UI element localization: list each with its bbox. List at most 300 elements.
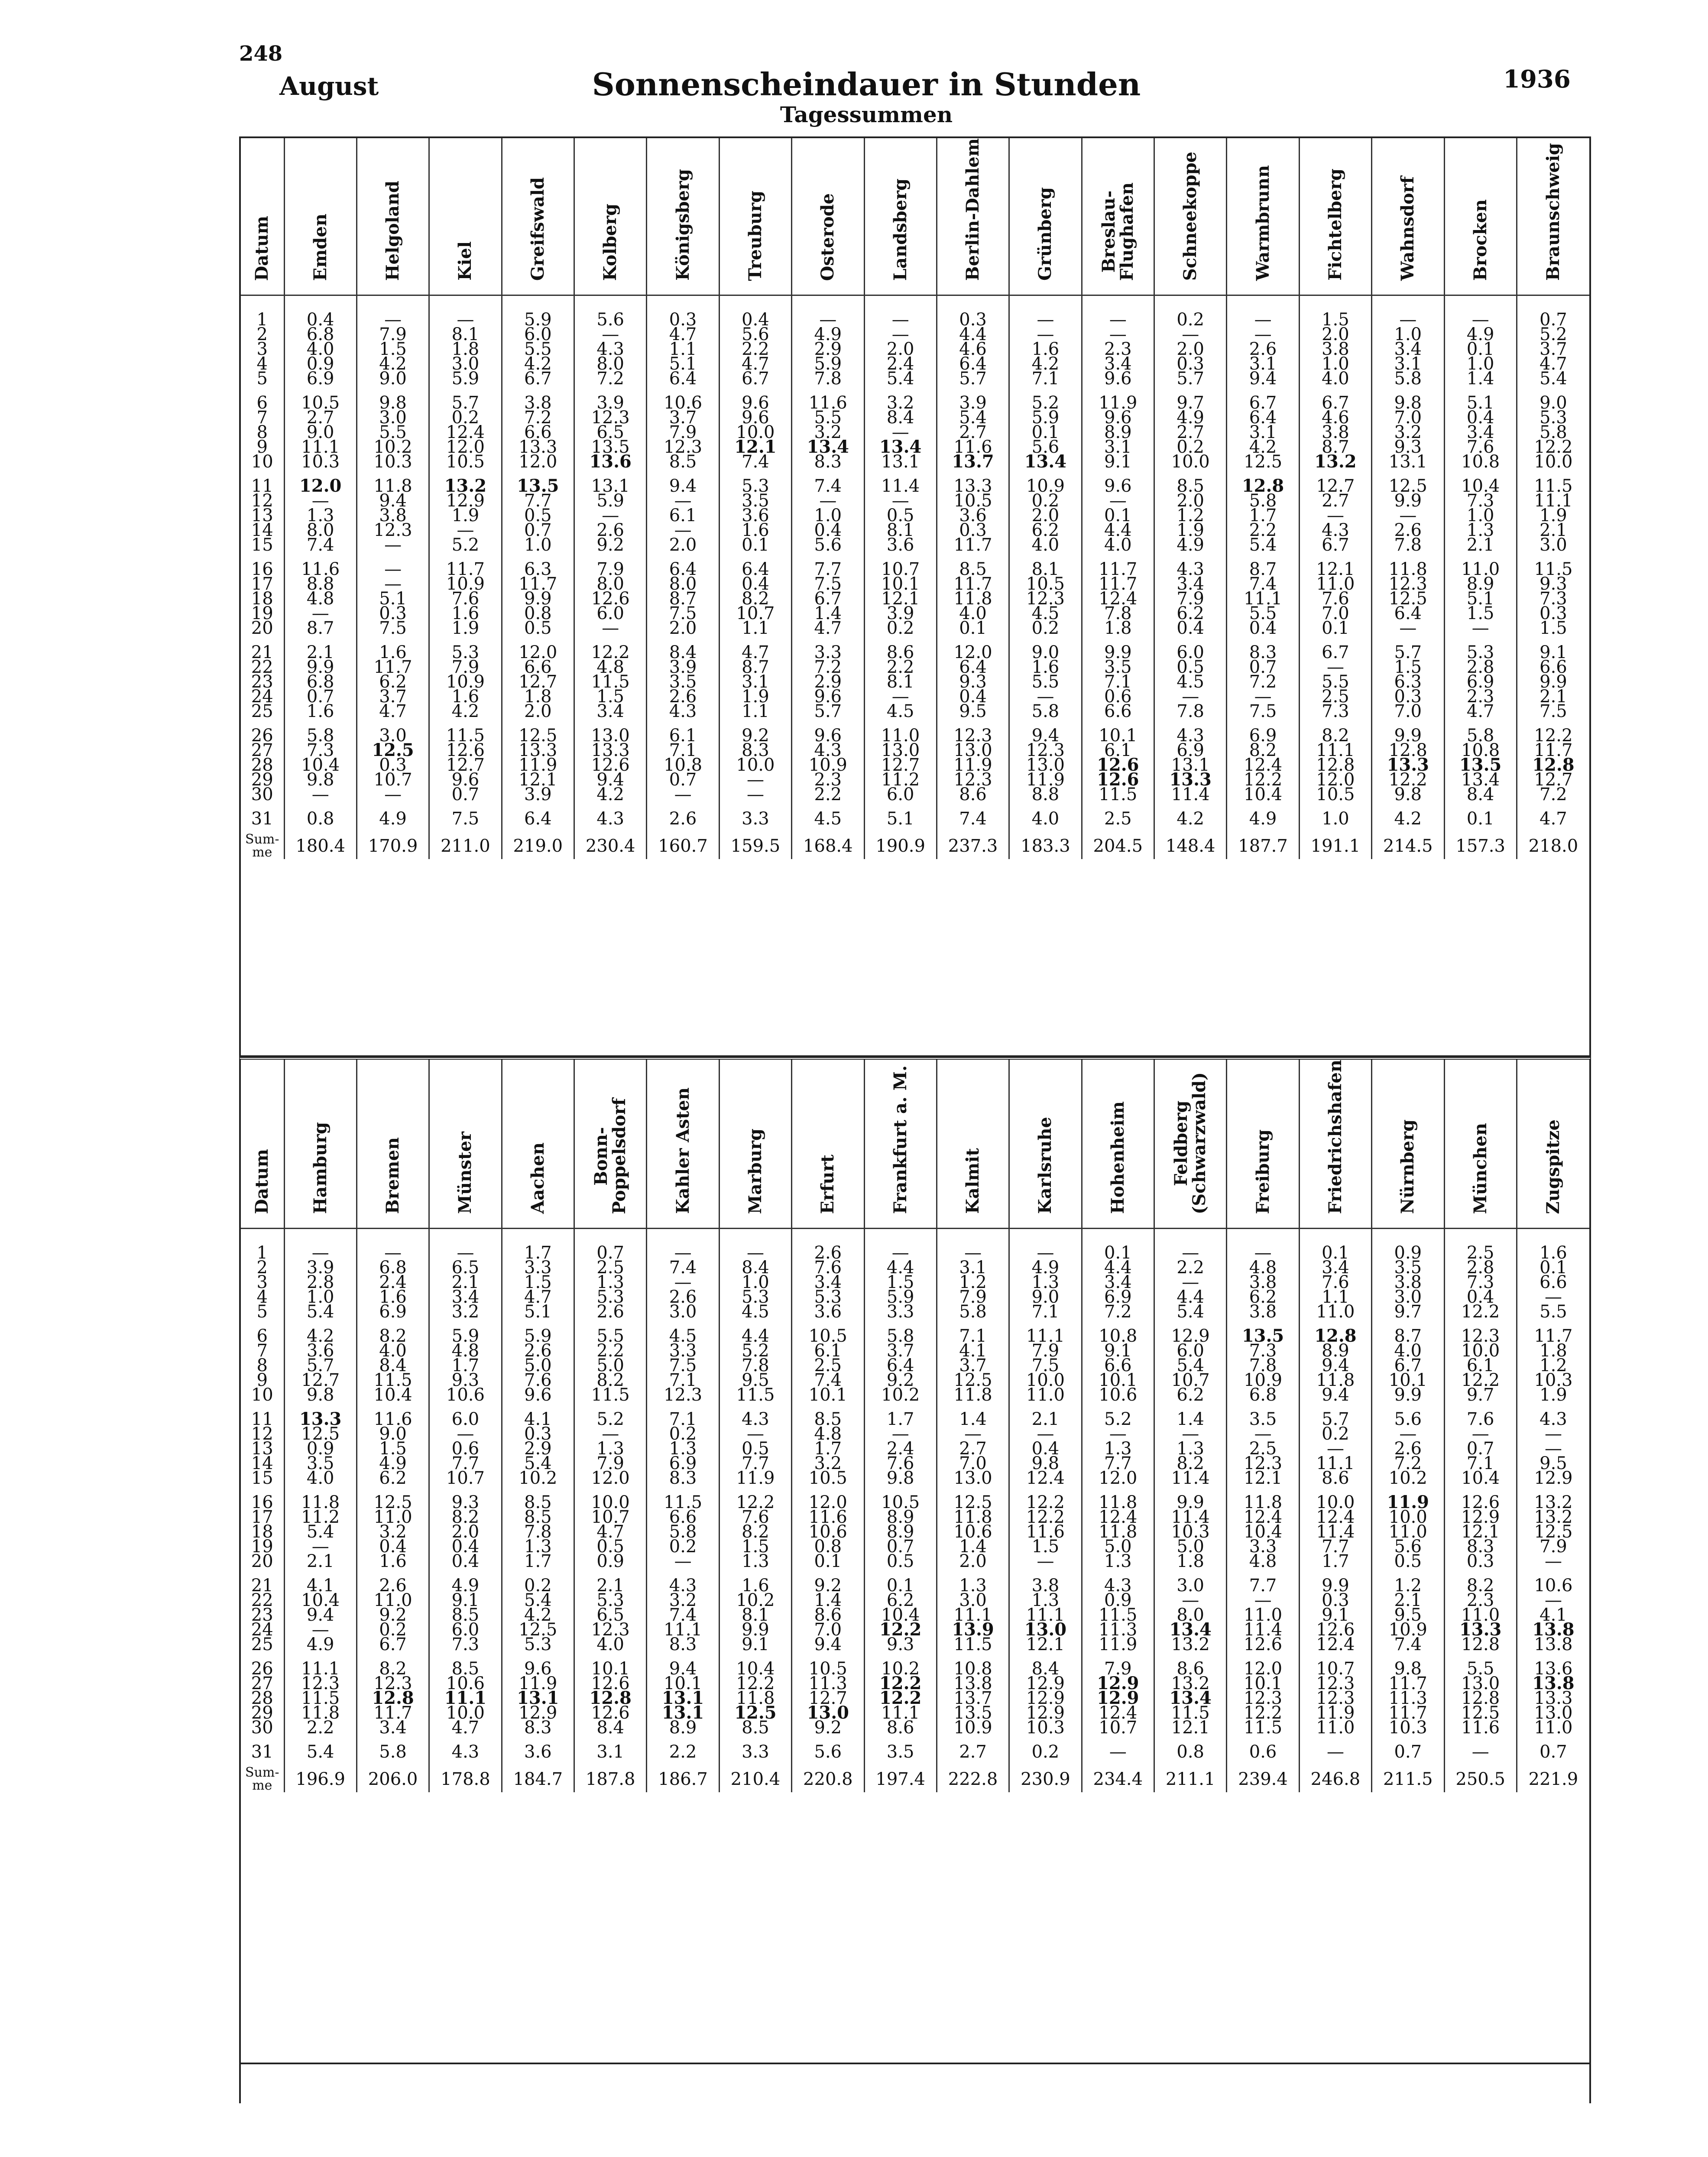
value-cell: 2.7 (1154, 425, 1227, 440)
value-cell: 1.6 (357, 1290, 429, 1304)
value-cell: 10.4 (357, 1388, 429, 1402)
value-cell: 12.9 (1082, 1691, 1154, 1706)
value-cell: 9.4 (1227, 371, 1299, 386)
value-cell: 1.4 (1444, 371, 1517, 386)
value-cell: 12.4 (1299, 1637, 1371, 1652)
sum-cell: 211.0 (429, 826, 502, 859)
day-cell: 14 (241, 523, 284, 538)
value-cell: 1.5 (1444, 606, 1517, 621)
value-cell: 10.3 (1154, 1524, 1227, 1539)
value-cell: 6.0 (574, 606, 647, 621)
value-cell: 3.5 (719, 493, 791, 508)
station-header (1517, 1060, 1589, 1229)
value-cell: 1.6 (719, 523, 791, 538)
value-cell: 6.2 (357, 675, 429, 689)
value-cell: 9.0 (357, 371, 429, 386)
value-cell: 8.1 (864, 523, 937, 538)
value-cell: 12.9 (1009, 1706, 1082, 1720)
value-cell: 11.1 (284, 1652, 357, 1676)
value-cell: 9.9 (502, 591, 574, 606)
value-cell: 8.2 (1299, 719, 1371, 743)
value-cell: 1.7 (792, 1441, 864, 1456)
value-cell: 2.3 (1082, 342, 1154, 357)
value-cell: 0.7 (429, 787, 502, 802)
value-cell: 13.4 (792, 440, 864, 454)
value-cell: 7.6 (719, 1510, 791, 1524)
value-cell: 11.4 (1154, 787, 1227, 802)
value-cell: 5.5 (1444, 1652, 1517, 1676)
value-cell: 0.4 (1154, 621, 1227, 636)
value-cell: — (429, 523, 502, 538)
value-cell: 12.2 (864, 1676, 937, 1691)
table-row (241, 621, 1589, 636)
table-row (241, 1676, 1589, 1691)
value-cell: 5.8 (1444, 719, 1517, 743)
value-cell: 10.6 (429, 1676, 502, 1691)
value-cell: 7.4 (284, 538, 357, 552)
value-cell: 0.3 (1539, 606, 1567, 621)
value-cell: 12.2 (1372, 772, 1444, 787)
value-cell: 6.0 (1154, 636, 1227, 660)
value-cell: — (1544, 1427, 1562, 1442)
value-cell: 8.9 (1444, 577, 1517, 591)
value-cell: 7.7 (792, 552, 864, 577)
value-cell: 12.5 (284, 1427, 357, 1441)
datum-label: Datum (252, 1148, 272, 1214)
value-cell: 7.4 (647, 1608, 719, 1622)
station-header (719, 138, 791, 295)
value-cell: 1.5 (864, 1275, 937, 1290)
value-cell: 7.4 (647, 1260, 719, 1275)
value-cell: 13.0 (1009, 1622, 1082, 1637)
station-header (357, 138, 429, 295)
station-name: Treuburg (745, 190, 765, 281)
value-cell: 12.0 (1082, 1471, 1154, 1486)
value-cell: 5.3 (1539, 410, 1567, 425)
value-cell: 4.8 (792, 1427, 864, 1441)
value-cell: 8.4 (357, 1358, 429, 1373)
value-cell: 0.9 (1082, 1593, 1154, 1608)
value-cell: 1.8 (1539, 1343, 1567, 1359)
value-cell: 2.8 (284, 1275, 357, 1290)
value-cell: 1.3 (937, 1569, 1009, 1593)
sum-cell: 206.0 (357, 1759, 429, 1792)
day-cell: 23 (241, 1608, 284, 1622)
value-cell: 1.6 (357, 1554, 429, 1569)
value-cell: 9.9 (1372, 719, 1444, 743)
value-cell: 4.9 (792, 327, 864, 342)
value-cell: 4.7 (1539, 809, 1567, 827)
value-cell: 10.9 (937, 1720, 1009, 1735)
station-header (1517, 138, 1589, 295)
value-cell: 4.4 (937, 327, 1009, 342)
value-cell: 5.7 (1299, 1402, 1371, 1427)
value-cell: 4.1 (937, 1343, 1009, 1358)
value-cell: 9.9 (1372, 1388, 1444, 1402)
value-cell: 1.8 (1082, 621, 1154, 636)
value-cell: 12.2 (864, 1622, 937, 1637)
value-cell: 6.1 (1082, 743, 1154, 758)
value-cell: 7.3 (1539, 591, 1567, 607)
value-cell: 12.8 (1299, 1319, 1371, 1343)
value-cell: 0.1 (1082, 508, 1154, 523)
value-cell: 10.7 (719, 606, 791, 621)
value-cell: — (357, 1229, 429, 1261)
value-cell: 7.8 (1154, 704, 1227, 719)
value-cell: 2.2 (719, 342, 791, 357)
value-cell: 1.2 (1372, 1569, 1444, 1593)
value-cell: 9.2 (357, 1608, 429, 1622)
value-cell: 1.5 (1299, 295, 1371, 328)
value-cell: 10.7 (1082, 1720, 1154, 1735)
value-cell: — (1227, 1427, 1299, 1441)
station-header (1082, 138, 1154, 295)
sum-cell: 246.8 (1299, 1759, 1371, 1792)
value-cell: 3.8 (1299, 342, 1371, 357)
sum-cell: 219.0 (502, 826, 574, 859)
table-row (241, 591, 1589, 606)
value-cell: 1.3 (1009, 1593, 1082, 1608)
value-cell: 5.8 (1372, 371, 1444, 386)
value-cell: 12.7 (1534, 772, 1573, 788)
value-cell: 11.5 (1082, 787, 1154, 802)
value-cell: 10.2 (864, 1652, 937, 1676)
value-cell: 2.7 (1299, 493, 1371, 508)
value-cell: 8.2 (429, 1510, 502, 1524)
value-cell: 1.3 (1082, 1441, 1154, 1456)
value-cell: 4.4 (719, 1319, 791, 1343)
value-cell: 7.8 (1082, 606, 1154, 621)
value-cell: 9.7 (1372, 1304, 1444, 1319)
day-cell: 10 (241, 454, 284, 469)
value-cell: 12.2 (1534, 440, 1573, 455)
value-cell: 4.2 (357, 357, 429, 371)
value-cell: 7.6 (429, 591, 502, 606)
value-cell: 8.5 (647, 454, 719, 469)
value-cell: 9.8 (864, 1471, 937, 1486)
value-cell: 8.3 (1444, 1539, 1517, 1554)
value-cell: — (1227, 1229, 1299, 1261)
value-cell: 7.6 (1444, 440, 1517, 454)
value-cell: 0.9 (284, 1441, 357, 1456)
value-cell: 12.9 (1444, 1510, 1517, 1524)
value-cell: 10.5 (937, 493, 1009, 508)
sum-cell: 218.0 (1528, 836, 1578, 856)
value-cell: 2.2 (574, 1343, 647, 1358)
value-cell: 10.5 (792, 1319, 864, 1343)
value-cell: 12.5 (719, 1706, 791, 1720)
value-cell: 6.1 (647, 719, 719, 743)
value-cell: 7.5 (429, 802, 502, 826)
table-row (241, 719, 1589, 743)
value-cell: 10.0 (1534, 454, 1573, 470)
value-cell: 10.6 (1082, 1388, 1154, 1402)
value-cell: 5.3 (1444, 636, 1517, 660)
value-cell: 10.1 (1372, 1373, 1444, 1388)
value-cell: 10.6 (429, 1388, 502, 1402)
value-cell: 11.3 (792, 1676, 864, 1691)
value-cell: 4.4 (1154, 1290, 1227, 1304)
station-name: Breslau- Flughafen (1098, 182, 1137, 281)
value-cell: 4.4 (1082, 1260, 1154, 1275)
value-cell: 11.0 (1299, 1720, 1371, 1735)
value-cell: 12.9 (1082, 1676, 1154, 1691)
table-row (241, 1608, 1589, 1622)
value-cell: 3.2 (357, 1524, 429, 1539)
value-cell: 2.6 (357, 1569, 429, 1593)
value-cell: — (1009, 295, 1082, 328)
value-cell: 11.9 (502, 758, 574, 772)
value-cell: 12.8 (1444, 1691, 1517, 1706)
value-cell: 10.4 (1227, 787, 1299, 802)
station-header (937, 138, 1009, 295)
value-cell: 0.8 (1154, 1735, 1227, 1759)
value-cell: 8.4 (647, 636, 719, 660)
table-row (241, 1593, 1589, 1608)
value-cell: 10.5 (1299, 787, 1371, 802)
value-cell: 10.3 (1009, 1720, 1082, 1735)
value-cell: 3.9 (937, 386, 1009, 410)
station-header (357, 1060, 429, 1229)
value-cell: 2.6 (647, 802, 719, 826)
value-cell: 11.0 (1227, 1608, 1299, 1622)
value-cell: 4.0 (357, 1343, 429, 1358)
table-row (241, 1260, 1589, 1275)
value-cell: — (284, 1622, 357, 1637)
value-cell: 12.0 (1227, 1652, 1299, 1676)
value-cell: 3.8 (1227, 1304, 1299, 1319)
value-cell: 12.5 (1444, 1706, 1517, 1720)
value-cell: 11.7 (429, 552, 502, 577)
value-cell: 11.3 (1372, 1691, 1444, 1706)
value-cell: 4.3 (1082, 1569, 1154, 1593)
value-cell: 2.0 (1299, 327, 1371, 342)
value-cell: 3.4 (1154, 577, 1227, 591)
value-cell: 2.1 (1539, 523, 1567, 538)
value-cell: 1.0 (1299, 357, 1371, 371)
value-cell: 9.1 (1082, 454, 1154, 469)
value-cell: 8.1 (864, 675, 937, 689)
value-cell: 0.4 (1009, 1441, 1082, 1456)
value-cell: 4.9 (1227, 802, 1299, 826)
value-cell: 4.5 (1009, 606, 1082, 621)
value-cell: 2.1 (429, 1275, 502, 1290)
value-cell: 3.1 (574, 1735, 647, 1759)
value-cell: 7.0 (1372, 704, 1444, 719)
value-cell: 9.6 (792, 689, 864, 704)
value-cell: 11.0 (1372, 1524, 1444, 1539)
value-cell: 11.7 (937, 538, 1009, 552)
value-cell: 1.0 (1444, 357, 1517, 371)
value-cell: 1.6 (1009, 660, 1082, 675)
value-cell: 6.5 (574, 425, 647, 440)
value-cell: 13.0 (864, 743, 937, 758)
value-cell: 10.8 (1082, 1319, 1154, 1343)
value-cell: 12.3 (1444, 1319, 1517, 1343)
value-cell: 10.3 (357, 454, 429, 469)
day-cell: 16 (241, 1486, 284, 1510)
value-cell: 9.3 (1372, 440, 1444, 454)
sum-row (241, 1759, 1589, 1792)
value-cell: 12.9 (1534, 1471, 1573, 1486)
value-cell: 1.6 (429, 606, 502, 621)
value-cell: 7.9 (574, 552, 647, 577)
value-cell: 9.6 (1082, 410, 1154, 425)
value-cell: 9.8 (1372, 787, 1444, 802)
value-cell: 6.5 (574, 1608, 647, 1622)
value-cell: 4.3 (1154, 552, 1227, 577)
sum-cell: 190.9 (864, 826, 937, 859)
value-cell: 4.9 (357, 1456, 429, 1471)
value-cell: 11.2 (284, 1510, 357, 1524)
value-cell: 13.1 (647, 1691, 719, 1706)
day-cell: 5 (241, 371, 284, 386)
value-cell: 5.7 (937, 371, 1009, 386)
value-cell: 0.5 (502, 621, 574, 636)
value-cell: 2.0 (1009, 508, 1082, 523)
value-cell: — (1009, 327, 1082, 342)
value-cell: 9.6 (1082, 469, 1154, 493)
value-cell: 6.4 (719, 552, 791, 577)
value-cell: 2.6 (1372, 1441, 1444, 1456)
table-panel-north (239, 136, 1591, 1057)
value-cell: 13.2 (1299, 454, 1371, 469)
value-cell: 6.9 (647, 1456, 719, 1471)
value-cell: 6.4 (937, 660, 1009, 675)
value-cell: — (864, 295, 937, 328)
value-cell: 9.6 (429, 772, 502, 787)
value-cell: 7.9 (1082, 1652, 1154, 1676)
value-cell: 13.0 (792, 1706, 864, 1720)
value-cell: 1.7 (429, 1358, 502, 1373)
value-cell: 9.7 (1444, 1388, 1517, 1402)
value-cell: — (1009, 1554, 1082, 1569)
value-cell: 3.0 (357, 719, 429, 743)
value-cell: 8.5 (1154, 469, 1227, 493)
value-cell: 4.7 (1444, 704, 1517, 719)
value-cell: 11.8 (937, 591, 1009, 606)
table-row (241, 1275, 1589, 1290)
value-cell: 6.0 (429, 1402, 502, 1427)
value-cell: 7.1 (1009, 1304, 1082, 1319)
table-row (241, 1471, 1589, 1486)
table-row (241, 1691, 1589, 1706)
value-cell: — (1444, 1735, 1517, 1759)
value-cell: 1.6 (357, 636, 429, 660)
value-cell: 1.2 (937, 1275, 1009, 1290)
day-cell: 24 (241, 1622, 284, 1637)
value-cell: 12.2 (1009, 1510, 1082, 1524)
table-row (241, 704, 1589, 719)
value-cell: 12.8 (1372, 743, 1444, 758)
value-cell: 8.5 (937, 552, 1009, 577)
value-cell: 11.4 (864, 469, 937, 493)
value-cell: 1.0 (792, 508, 864, 523)
value-cell: — (1227, 327, 1299, 342)
value-cell: 13.5 (1227, 1319, 1299, 1343)
value-cell: — (284, 493, 357, 508)
table-row (241, 1290, 1589, 1304)
day-cell: 29 (241, 772, 284, 787)
sum-cell: 160.7 (647, 826, 719, 859)
value-cell: 12.1 (502, 772, 574, 787)
station-name: Braunschweig (1543, 143, 1563, 281)
value-cell: 2.1 (1539, 689, 1567, 704)
value-cell: 2.1 (1009, 1402, 1082, 1427)
datum-header (241, 138, 284, 295)
value-cell: 0.7 (647, 772, 719, 787)
value-cell: 6.0 (502, 327, 574, 342)
value-cell: 10.7 (574, 1510, 647, 1524)
station-name: Kolberg (600, 203, 621, 281)
value-cell: 5.7 (792, 704, 864, 719)
station-header (574, 1060, 647, 1229)
value-cell: 5.4 (284, 1304, 357, 1319)
value-cell: 12.7 (864, 758, 937, 772)
value-cell: 3.3 (647, 1343, 719, 1358)
value-cell: 1.0 (719, 1275, 791, 1290)
value-cell: — (864, 689, 937, 704)
value-cell: 11.0 (357, 1593, 429, 1608)
value-cell: 12.1 (1299, 552, 1371, 577)
value-cell: 11.8 (1299, 1373, 1371, 1388)
value-cell: 11.0 (1299, 1304, 1371, 1319)
table-row (241, 802, 1589, 826)
value-cell: 12.5 (357, 1486, 429, 1510)
value-cell: 9.6 (502, 1388, 574, 1402)
value-cell: 8.7 (1227, 552, 1299, 577)
value-cell: 4.1 (502, 1402, 574, 1427)
value-cell: 11.9 (1082, 1637, 1154, 1652)
value-cell: 11.9 (1372, 1486, 1444, 1510)
value-cell: 6.6 (1082, 1358, 1154, 1373)
value-cell: 8.1 (719, 1608, 791, 1622)
value-cell: 5.8 (1009, 704, 1082, 719)
day-cell: 12 (241, 493, 284, 508)
value-cell: 7.0 (937, 1456, 1009, 1471)
value-cell: 6.8 (284, 327, 357, 342)
value-cell: 13.3 (1372, 758, 1444, 772)
value-cell: 4.9 (429, 1569, 502, 1593)
value-cell: 7.9 (357, 327, 429, 342)
value-cell: 3.2 (647, 1593, 719, 1608)
sum-cell: 170.9 (357, 826, 429, 859)
station-name: Grünberg (1035, 187, 1056, 281)
value-cell: 4.0 (1009, 802, 1082, 826)
value-cell: 8.6 (864, 636, 937, 660)
value-cell: 4.4 (864, 1260, 937, 1275)
day-cell: 26 (241, 1652, 284, 1676)
value-cell: — (864, 327, 937, 342)
value-cell: 2.5 (792, 1358, 864, 1373)
value-cell: 4.3 (792, 743, 864, 758)
value-cell: 11.6 (284, 552, 357, 577)
value-cell: 1.3 (1082, 1554, 1154, 1569)
value-cell: 3.3 (502, 1260, 574, 1275)
value-cell: 4.0 (1372, 1343, 1444, 1358)
value-cell: 5.9 (429, 371, 502, 386)
value-cell: 7.0 (1299, 606, 1371, 621)
value-cell: 11.3 (1082, 1622, 1154, 1637)
value-cell: 13.1 (502, 1691, 574, 1706)
value-cell: 3.4 (357, 1720, 429, 1735)
station-header (864, 1060, 937, 1229)
value-cell: — (284, 787, 357, 802)
station-name: Zugspitze (1543, 1119, 1563, 1214)
value-cell: 8.8 (1009, 787, 1082, 802)
value-cell: 0.7 (1539, 310, 1567, 328)
day-cell: 20 (241, 621, 284, 636)
